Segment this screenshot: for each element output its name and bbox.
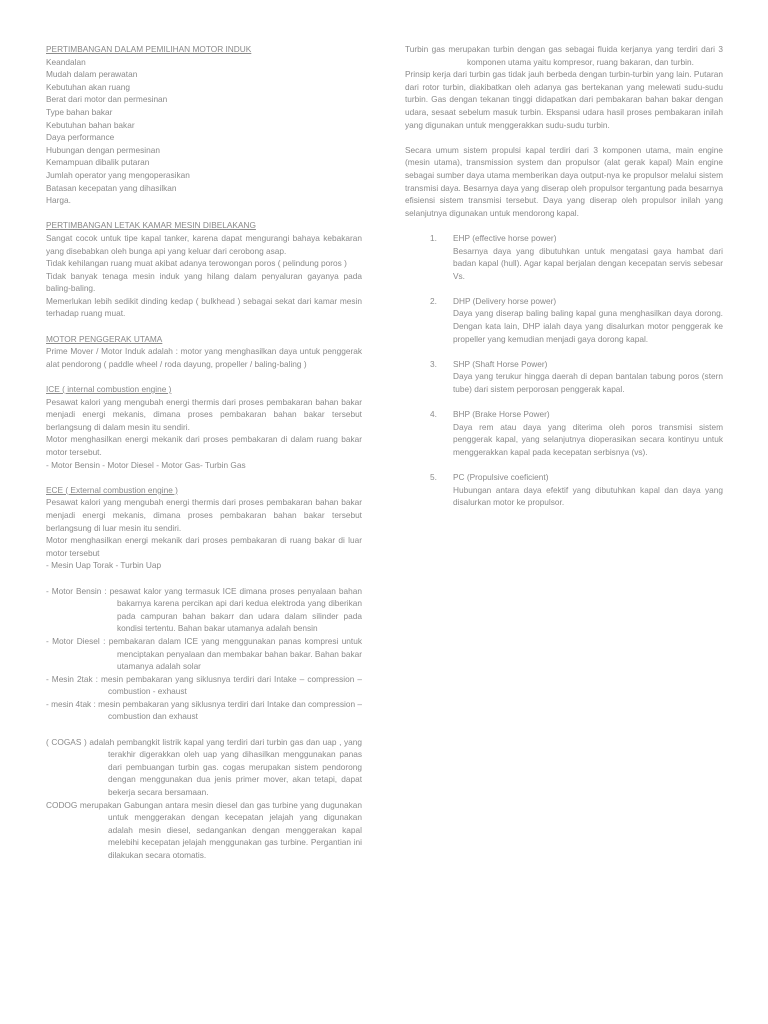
- paragraph-prinsip-kerja: Prinsip kerja dari turbin gas tidak jauh berbeda dengan turbin-turbin yang lain. Putaran dari rotor turbin, diakibatkan oleh adanya gas bertekanan yang melewati sudu-sudu turbin. Gas dengan tekanan tinggi didapatkan dari pembakaran bahan bakar dengan udara, sesaat sebelum masuk turbin. Ekspansi udara hasil proses pembakaran inilah yang digunakan untuk menggerakkan sudu-sudu turbin.: [405, 69, 723, 130]
- pemilihan-list: [46, 56, 362, 207]
- list-title: DHP (Delivery horse power): [453, 295, 557, 306]
- left-column: [46, 43, 362, 862]
- list-item: Batasan kecepatan yang dihasilkan: [46, 182, 177, 193]
- section-heading-kamar-mesin: PERTIMBANGAN LETAK KAMAR MESIN DIBELAKANG: [46, 220, 256, 231]
- paragraph: Tidak kehilangan ruang muat akibat adanya terowongan poros ( pelindung poros ): [46, 258, 347, 269]
- list-item: [405, 232, 723, 282]
- paragraph-sistem-propulsi: Secara umum sistem propulsi kapal terdiri dari 3 komponen utama, main engine (mesin utama), transmission system dan propulsor (alat gerak kapal) Main engine sebagai sumber daya utama memberikan daya output-nya ke propulsor melalui sistem transmisi daya. Besarnya daya yang diserap oleh propulsor tergantung pada besarnya efisiensi sistem transmisi tersebut. Daya yang diserap oleh propulsor inilah yang selanjutnya digunakan untuk mendorong kapal.: [405, 144, 723, 218]
- definition-motor-bensin: - Motor Bensin : pesawat kalor yang termasuk ICE dimana proses penyalaan bahan bakarnya karena percikan api dari kedua elektroda yang diberikan pada campuran bahan bakarr dan udara dalam silinder pada kondisi tertentu. Bahan bakar utamanya adalah bensin: [46, 585, 362, 634]
- paragraph: Sangat cocok untuk tipe kapal tanker, karena dapat mengurangi bahaya kebakaran yang disebabkan oleh bunga api yang keluar dari cerobong asap.: [46, 232, 362, 256]
- list-item: [405, 358, 723, 396]
- paragraph: Prime Mover / Motor Induk adalah : motor yang menghasilkan daya untuk penggerak alat pendorong ( paddle wheel / roda dayung, propeller / baling-baling ): [46, 346, 362, 369]
- list-item: Jumlah operator yang mengoperasikan: [46, 169, 190, 180]
- list-item: Type bahan bakar: [46, 106, 113, 117]
- list-item: Kebutuhan akan ruang: [46, 81, 130, 92]
- paragraph: Motor menghasilkan energi mekanik dari proses pembakaran di ruang bakar di luar motor tersebut: [46, 535, 362, 558]
- list-item: Hubungan dengan permesinan: [46, 144, 160, 155]
- list-description: Daya rem atau daya yang diterima oleh poros transmisi sistem penggerak kapal, yang selanjutnya dioperasikan secara kontinyu untuk menggerakkan kapal pada kecepatan serbisnya (vs).: [453, 421, 723, 457]
- section-heading-pemilihan-motor: PERTIMBANGAN DALAM PEMILIHAN MOTOR INDUK: [46, 44, 252, 54]
- engine-list: - Mesin Uap Torak - Turbin Uap: [46, 560, 162, 571]
- list-item: Kemampuan dibalik putaran: [46, 157, 150, 168]
- list-number: 3.: [430, 358, 437, 369]
- list-description: Daya yang diserap baling baling kapal guna menghasilkan daya dorong. Dengan kata lain, DHP ialah daya yang disalurkan motor penggerak ke propeller yang kemudian menjadi gaya dorong kapal.: [453, 308, 723, 344]
- paragraph-codog: CODOG merupakan Gabungan antara mesin diesel dan gas turbine yang dugunakan untuk menggerakan dengan kecepatan jelajah yang digunakan adalah mesin diesel, sedangankan dengan menggerakan kapal melebihi kecepatan jelajah menggunakan gas turbine. Pergantian ini dilakukan secara otomatis.: [46, 799, 362, 860]
- list-description: Daya yang terukur hingga daerah di depan bantalan tabung poros (stern tube) dari sistem perporosan penggerak kapal.: [453, 371, 723, 395]
- section-heading-ice: ICE ( internal combustion engine ): [46, 384, 172, 395]
- section-heading-motor-penggerak: MOTOR PENGGERAK UTAMA: [46, 333, 163, 344]
- list-description: Hubungan antara daya efektif yang dibutuhkan kapal dan daya yang disalurkan motor ke propulsor.: [453, 484, 723, 508]
- list-item: [405, 295, 723, 345]
- list-title: SHP (Shaft Horse Power): [453, 358, 548, 369]
- list-title: BHP (Brake Horse Power): [453, 409, 550, 420]
- definition-mesin-2tak: - Mesin 2tak : mesin pembakaran yang siklusnya terdiri dari Intake – compression – combustion - exhaust: [46, 673, 362, 697]
- paragraph-turbin-intro: Turbin gas merupakan turbin dengan gas sebagai fluida kerjanya yang terdiri dari 3 komponen utama yaitu kompresor, ruang bakaran, dan turbin.: [405, 44, 723, 67]
- list-item: Daya performance: [46, 132, 115, 143]
- right-column: [405, 43, 723, 522]
- list-number: 1.: [430, 232, 437, 243]
- paragraph: Motor menghasilkan energi mekanik dari proses pembakaran di dalam ruang bakar motor tersebut.: [46, 434, 362, 457]
- list-item: Kebutuhan bahan bakar: [46, 119, 135, 130]
- list-title: EHP (effective horse power): [453, 232, 557, 243]
- list-item: Keandalan: [46, 56, 86, 67]
- definition-mesin-4tak: - mesin 4tak : mesin pembakaran yang siklusnya terdiri dari Intake dan compression – combustion dan exhaust: [46, 698, 362, 722]
- list-number: 2.: [430, 295, 437, 306]
- list-description: Besarnya daya yang dibutuhkan untuk mengatasi gaya hambat dari badan kapal (hull). Agar kapal berjalan dengan kecepatan servis sebesar Vs.: [453, 245, 723, 281]
- list-number: 5.: [430, 472, 437, 483]
- paragraph-cogas: ( COGAS ) adalah pembangkit listrik kapal yang terdiri dari turbin gas dan uap , yang terakhir digerakkan oleh uap yang dihasilkan menggunakan panas dari pembuangan turbin gas. cogas merupakan sistem pendorong dengan menggunakan dua jenis primer mover, akan tetapi, dapat bekerja secara bersamaan.: [46, 736, 362, 798]
- definition-motor-diesel: - Motor Diesel : pembakaran dalam ICE yang menggunakan panas kompresi untuk menciptakan penyalaan dan membakar bahan bakar. Bahan bakar utamanya adalah solar: [46, 635, 362, 672]
- list-number: 4.: [430, 409, 437, 420]
- list-item: Mudah dalam perawatan: [46, 69, 138, 80]
- list-title: PC (Propulsive coeficient): [453, 472, 549, 483]
- paragraph: Pesawat kalori yang mengubah energi thermis dari proses pembakaran bahan bakar menjadi energi mekanis, dimana proses pembakaran bahan bakar tersebut berlangsung di luar mesin itu sendiri.: [46, 497, 362, 533]
- paragraph: Pesawat kalori yang mengubah energi thermis dari proses pembakaran bahan bakar menjadi energi mekanis, dimana proses pembakaran bahan bakar tersebut berlangsung di dalam mesin itu sendiri.: [46, 396, 362, 432]
- list-item: [405, 408, 723, 458]
- engine-list: - Motor Bensin - Motor Diesel - Motor Gas- Turbin Gas: [46, 459, 246, 470]
- paragraph: Memerlukan lebih sedikit dinding kedap ( bulkhead ) sebagai sekat dari kamar mesin terhadap ruang muat.: [46, 295, 362, 319]
- list-item: Harga.: [46, 195, 71, 206]
- paragraph: Tidak banyak tenaga mesin induk yang hilang dalam penyaluran gayanya pada baling-baling.: [46, 270, 362, 294]
- power-list: [405, 232, 723, 509]
- list-item: [405, 471, 723, 509]
- section-heading-ece: ECE ( External combustion engine ): [46, 484, 178, 495]
- list-item: Berat dari motor dan permesinan: [46, 94, 168, 105]
